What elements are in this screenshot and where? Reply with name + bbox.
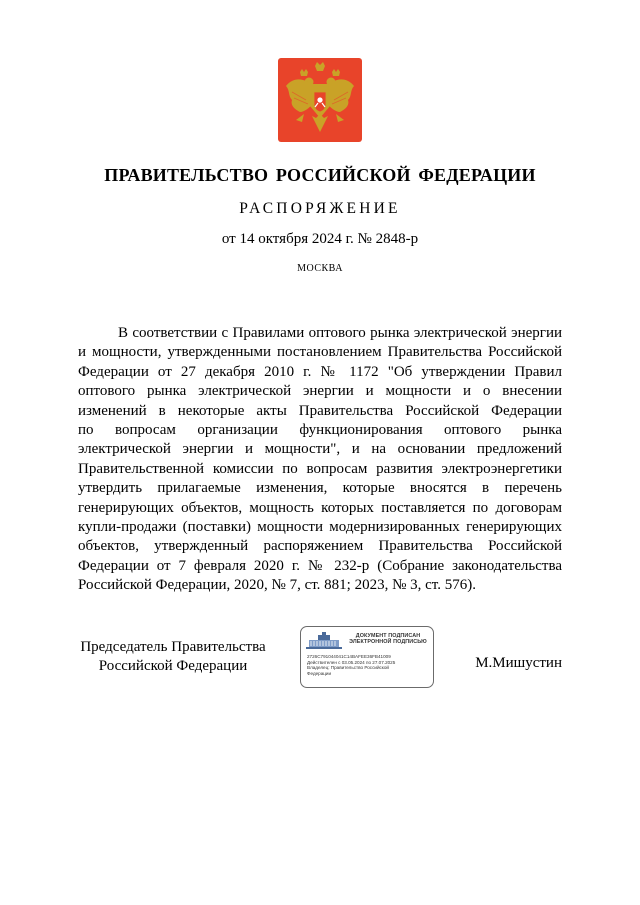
government-building-icon xyxy=(306,632,342,650)
body-line: купли-продажи (поставки) мощности модернизированных генерирующих xyxy=(78,519,562,536)
body-line: изменений в некоторые акты Правительства Российской Федерации xyxy=(78,402,562,419)
government-title: ПРАВИТЕЛЬСТВО РОССИЙСКОЙ ФЕДЕРАЦИИ xyxy=(104,165,536,185)
body-line: Правительственной комиссии по вопросам развития электроэнергетики xyxy=(78,460,562,477)
stamp-owner: Владелец: Правительство Российской xyxy=(307,665,389,671)
document-type: РАСПОРЯЖЕНИЕ xyxy=(239,200,401,217)
document-city: МОСКВА xyxy=(297,263,343,274)
stamp-serial: 2726C791044041C14BAFEE36FB41009 xyxy=(307,654,391,659)
body-line: Федерации от 7 февраля 2020 г. № 232-р (Собрание законодательства xyxy=(78,557,562,574)
document-date-number: от 14 октября 2024 г. № 2848-р xyxy=(221,231,419,247)
body-line: оптового рынка электрической энергии и мощности и о внесении xyxy=(78,383,562,400)
order-body xyxy=(78,324,562,596)
body-line: и мощности, утвержденными постановлением Правительства Российской xyxy=(78,344,562,361)
stamp-details xyxy=(307,654,431,676)
signer-position-line: Российской Федерации xyxy=(98,658,248,674)
body-line: электрической энергии и мощности", и на основании предложений xyxy=(78,441,562,458)
body-line: Федерации от 27 декабря 2010 г. № 1172 "Об утверждении Правил xyxy=(78,363,562,380)
body-line: по вопросам организации функционирования оптового рынка xyxy=(78,422,562,439)
body-line: Российской Федерации, 2020, № 7, ст. 881; 2023, № 3, ст. 576). xyxy=(78,577,476,594)
body-line: В соответствии с Правилами оптового рынка электрической энергии xyxy=(118,325,562,341)
body-line: генерирующих объектов, мощность которых поставляется по договорам xyxy=(78,499,562,516)
coat-of-arms-icon xyxy=(276,56,364,144)
electronic-signature-stamp xyxy=(300,626,434,688)
stamp-title: ДОКУМЕНТ ПОДПИСАН ЭЛЕКТРОННОЙ ПОДПИСЬЮ xyxy=(349,633,427,646)
signer-name: М.Мишустин xyxy=(475,655,562,671)
stamp-owner: Федерации xyxy=(307,670,332,676)
body-line: утвердить прилагаемые изменения, которые вносятся в перечень xyxy=(78,480,562,497)
signer-position-line: Председатель Правительства xyxy=(80,639,266,655)
stamp-validity: Действителен с 03.05.2024 по 27.07.2025 xyxy=(307,659,396,665)
signer-position xyxy=(78,638,268,676)
body-line: объектов, утвержденный распоряжением Правительства Российской xyxy=(78,538,562,555)
